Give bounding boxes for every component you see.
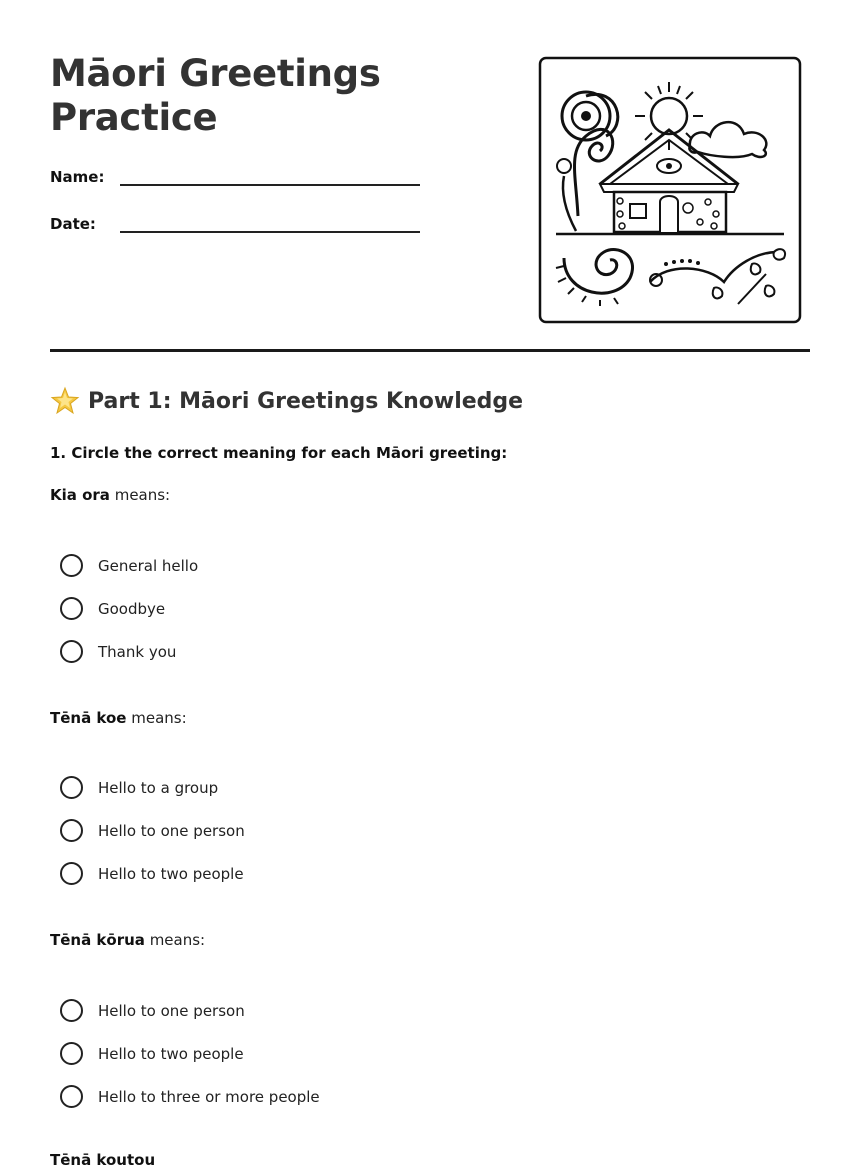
part1-heading-text: Part 1: Māori Greetings Knowledge — [88, 388, 524, 414]
question-1: 1. Circle the correct meaning for each Māori greeting: — [50, 444, 508, 462]
option-label: Hello to one person — [98, 821, 245, 840]
radio-circle[interactable] — [60, 999, 83, 1022]
option-label: Goodbye — [98, 599, 166, 618]
radio-circle[interactable] — [60, 554, 83, 577]
name-field[interactable] — [50, 162, 420, 186]
greeting-term: Tēnā kōrua — [50, 931, 145, 949]
radio-circle[interactable] — [60, 1042, 83, 1065]
date-line[interactable] — [120, 209, 420, 233]
option-label: General hello — [98, 556, 199, 575]
title-line-2: Practice — [50, 96, 218, 139]
greeting-prompt — [50, 709, 187, 727]
option-label: Hello to three or more people — [98, 1087, 320, 1106]
radio-circle[interactable] — [60, 819, 83, 842]
greeting-term: Tēnā koutou — [50, 1151, 156, 1169]
part1-heading — [50, 386, 523, 416]
answer-option[interactable] — [60, 819, 245, 842]
worksheet-title — [50, 52, 381, 140]
worksheet-header — [50, 0, 810, 352]
means-label: means: — [126, 709, 187, 727]
answer-option[interactable] — [60, 640, 176, 663]
radio-circle[interactable] — [60, 640, 83, 663]
greeting-term: Tēnā koe — [50, 709, 127, 727]
option-label: Thank you — [98, 642, 177, 661]
radio-circle[interactable] — [60, 1085, 83, 1108]
radio-circle[interactable] — [60, 776, 83, 799]
radio-circle[interactable] — [60, 597, 83, 620]
radio-circle[interactable] — [60, 862, 83, 885]
title-line-1: Māori Greetings — [50, 52, 381, 95]
worksheet-page — [50, 0, 810, 1169]
date-field[interactable] — [50, 209, 420, 233]
greeting-prompt — [50, 1151, 155, 1169]
option-label: Hello to a group — [98, 778, 219, 797]
wharenui-illustration — [538, 56, 802, 324]
name-line[interactable] — [120, 162, 420, 186]
option-label: Hello to two people — [98, 864, 244, 883]
greeting-term: Kia ora — [50, 486, 110, 504]
answer-option[interactable] — [60, 1085, 320, 1108]
option-label: Hello to two people — [98, 1044, 244, 1063]
greeting-prompt — [50, 931, 205, 949]
means-label: means: — [144, 931, 206, 949]
star-icon — [50, 386, 80, 416]
date-label: Date: — [50, 215, 96, 233]
means-label: means: — [109, 486, 171, 504]
answer-option[interactable] — [60, 999, 245, 1022]
option-label: Hello to one person — [98, 1001, 245, 1020]
answer-option[interactable] — [60, 597, 165, 620]
name-label: Name: — [50, 168, 105, 186]
answer-option[interactable] — [60, 776, 218, 799]
answer-option[interactable] — [60, 554, 198, 577]
greeting-prompt — [50, 486, 170, 504]
answer-option[interactable] — [60, 1042, 244, 1065]
header-divider — [50, 349, 810, 352]
answer-option[interactable] — [60, 862, 244, 885]
